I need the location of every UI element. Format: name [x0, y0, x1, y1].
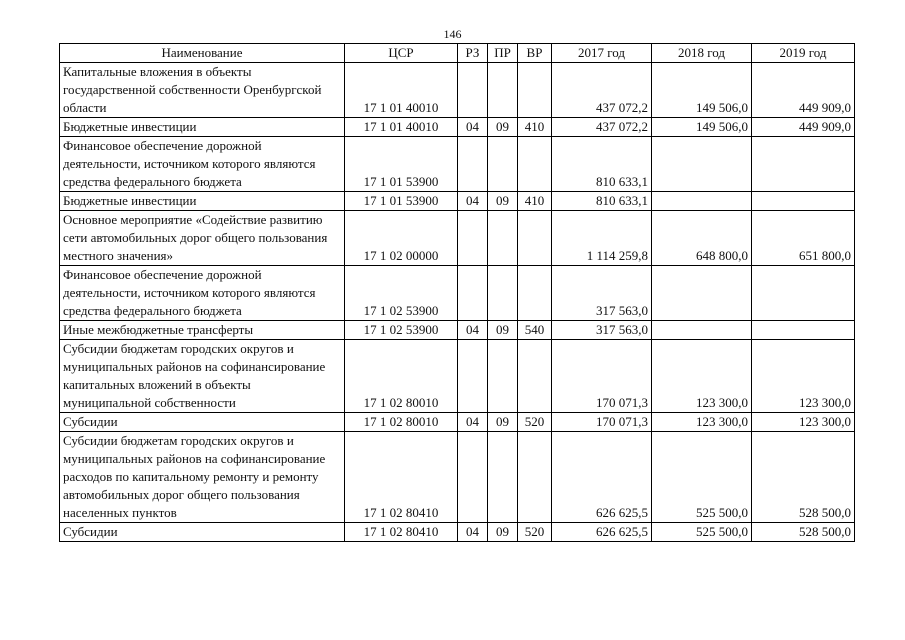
row-name: Основное мероприятие «Содействие развитию сети автомобильных дорог общего пользования местного значения»	[60, 211, 345, 266]
budget-table	[59, 43, 855, 542]
row-2018	[652, 137, 752, 192]
table-row	[60, 321, 855, 340]
row-rz: 04	[458, 523, 488, 542]
row-rz	[458, 340, 488, 413]
table-header-row	[60, 44, 855, 63]
header-name: Наименование	[60, 44, 345, 63]
row-2019: 123 300,0	[752, 413, 855, 432]
row-csr: 17 1 02 80410	[345, 432, 458, 523]
row-2017: 626 625,5	[552, 432, 652, 523]
row-csr: 17 1 02 80010	[345, 413, 458, 432]
row-name: Бюджетные инвестиции	[60, 192, 345, 211]
row-name: Субсидии	[60, 523, 345, 542]
row-name: Финансовое обеспечение дорожной деятельности, источником которого являются средства федерального бюджета	[60, 266, 345, 321]
row-vr: 520	[518, 523, 552, 542]
row-2019: 449 909,0	[752, 118, 855, 137]
row-vr	[518, 137, 552, 192]
row-pr: 09	[488, 118, 518, 137]
table-row	[60, 413, 855, 432]
row-pr	[488, 63, 518, 118]
row-2019: 528 500,0	[752, 432, 855, 523]
row-vr	[518, 211, 552, 266]
row-2017: 170 071,3	[552, 340, 652, 413]
row-name: Бюджетные инвестиции	[60, 118, 345, 137]
row-csr: 17 1 01 40010	[345, 63, 458, 118]
row-csr: 17 1 02 00000	[345, 211, 458, 266]
row-csr: 17 1 01 53900	[345, 192, 458, 211]
table-row	[60, 63, 855, 118]
row-vr	[518, 63, 552, 118]
row-2019	[752, 192, 855, 211]
row-pr	[488, 432, 518, 523]
row-vr	[518, 266, 552, 321]
header-rz: РЗ	[458, 44, 488, 63]
row-2019	[752, 266, 855, 321]
row-rz	[458, 137, 488, 192]
header-2019: 2019 год	[752, 44, 855, 63]
row-vr	[518, 432, 552, 523]
row-rz: 04	[458, 321, 488, 340]
header-pr: ПР	[488, 44, 518, 63]
row-csr: 17 1 02 53900	[345, 321, 458, 340]
row-rz: 04	[458, 118, 488, 137]
row-name: Иные межбюджетные трансферты	[60, 321, 345, 340]
row-csr: 17 1 02 53900	[345, 266, 458, 321]
table-row	[60, 432, 855, 523]
row-2017: 170 071,3	[552, 413, 652, 432]
row-pr	[488, 137, 518, 192]
row-2019: 528 500,0	[752, 523, 855, 542]
row-2019	[752, 321, 855, 340]
row-rz: 04	[458, 413, 488, 432]
row-vr	[518, 340, 552, 413]
row-2017: 317 563,0	[552, 321, 652, 340]
row-2017: 1 114 259,8	[552, 211, 652, 266]
row-2018: 525 500,0	[652, 432, 752, 523]
row-2019	[752, 137, 855, 192]
row-2017: 626 625,5	[552, 523, 652, 542]
row-name: Субсидии бюджетам городских округов и муниципальных районов на софинансирование капитальных вложений в объекты муниципальной собственности	[60, 340, 345, 413]
row-name: Субсидии бюджетам городских округов и муниципальных районов на софинансирование расходов по капитальному ремонту и ремонту автомобильных дорог общего пользования населенных пунктов	[60, 432, 345, 523]
row-name: Субсидии	[60, 413, 345, 432]
row-rz	[458, 432, 488, 523]
table-row	[60, 340, 855, 413]
row-rz	[458, 63, 488, 118]
row-vr: 520	[518, 413, 552, 432]
row-2018	[652, 321, 752, 340]
row-csr: 17 1 01 53900	[345, 137, 458, 192]
table-row	[60, 266, 855, 321]
row-2017: 437 072,2	[552, 63, 652, 118]
table-row	[60, 523, 855, 542]
row-2018	[652, 266, 752, 321]
row-2017: 437 072,2	[552, 118, 652, 137]
row-name: Капитальные вложения в объекты государственной собственности Оренбургской области	[60, 63, 345, 118]
row-pr	[488, 340, 518, 413]
row-2019: 449 909,0	[752, 63, 855, 118]
row-vr: 410	[518, 118, 552, 137]
table-row	[60, 211, 855, 266]
row-2018	[652, 192, 752, 211]
header-csr: ЦСР	[345, 44, 458, 63]
row-2018: 123 300,0	[652, 340, 752, 413]
table-row	[60, 137, 855, 192]
page-number: 146	[443, 27, 462, 41]
row-pr: 09	[488, 413, 518, 432]
row-csr: 17 1 02 80010	[345, 340, 458, 413]
row-vr: 540	[518, 321, 552, 340]
row-2018: 525 500,0	[652, 523, 752, 542]
header-2017: 2017 год	[552, 44, 652, 63]
table-row	[60, 192, 855, 211]
row-rz: 04	[458, 192, 488, 211]
row-2017: 317 563,0	[552, 266, 652, 321]
table-row	[60, 118, 855, 137]
row-2018: 648 800,0	[652, 211, 752, 266]
row-pr: 09	[488, 192, 518, 211]
row-vr: 410	[518, 192, 552, 211]
row-pr	[488, 211, 518, 266]
row-csr: 17 1 02 80410	[345, 523, 458, 542]
row-2018: 123 300,0	[652, 413, 752, 432]
row-rz	[458, 211, 488, 266]
row-2017: 810 633,1	[552, 137, 652, 192]
header-2018: 2018 год	[652, 44, 752, 63]
row-pr: 09	[488, 321, 518, 340]
row-pr	[488, 266, 518, 321]
row-2017: 810 633,1	[552, 192, 652, 211]
row-csr: 17 1 01 40010	[345, 118, 458, 137]
header-vr: ВР	[518, 44, 552, 63]
row-2018: 149 506,0	[652, 118, 752, 137]
row-2018: 149 506,0	[652, 63, 752, 118]
row-name: Финансовое обеспечение дорожной деятельности, источником которого являются средства федерального бюджета	[60, 137, 345, 192]
row-2019: 651 800,0	[752, 211, 855, 266]
row-2019: 123 300,0	[752, 340, 855, 413]
row-rz	[458, 266, 488, 321]
row-pr: 09	[488, 523, 518, 542]
